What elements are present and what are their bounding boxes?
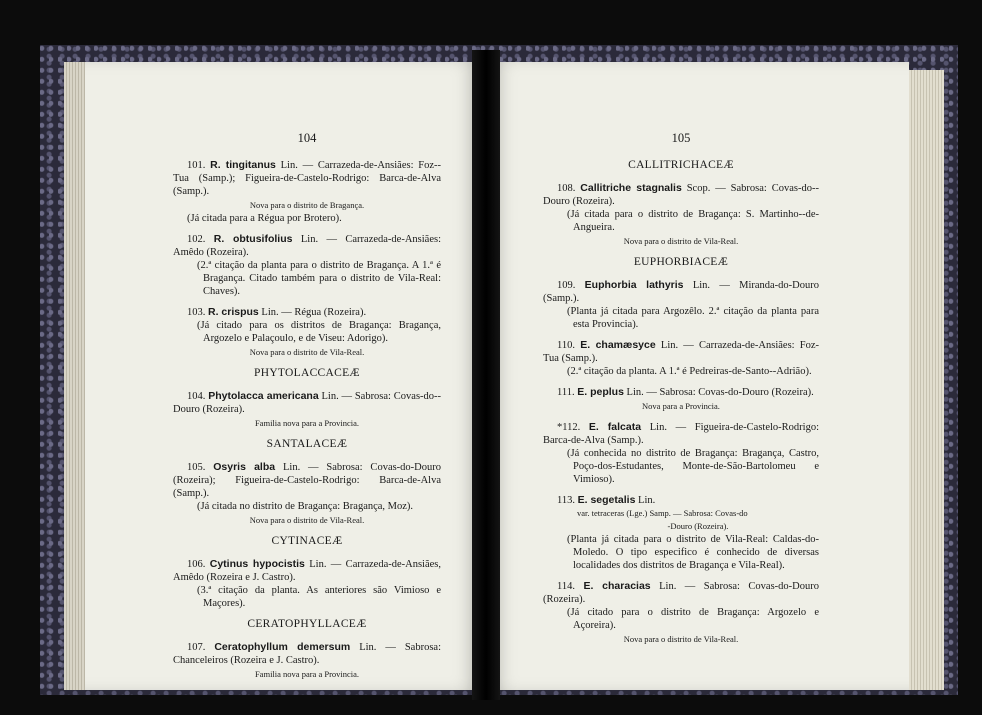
entry-text: Lin. — Miranda-do-Douro (Samp.). xyxy=(543,280,820,304)
species-name: E. segetalis xyxy=(577,494,636,506)
entry-extra: (Já citado para os distritos de Bragança: Bragança, Argozelo e Palaçoulo, e de Viseu: Adorigo). xyxy=(197,320,441,344)
entry-108 xyxy=(543,182,819,248)
species-name: E. falcata xyxy=(588,421,642,433)
page-number: 105 xyxy=(671,131,691,145)
entry-111 xyxy=(543,386,819,413)
entry-number: 114. xyxy=(557,581,575,592)
species-name: Cytinus hypocistis xyxy=(209,558,305,570)
entry-extra: (Já citada no distrito de Bragança: Bragança, Moz). xyxy=(197,501,414,512)
entry-number: 113. xyxy=(557,495,575,506)
entry-note: Familia nova para a Provincia. xyxy=(254,418,360,428)
entry-text: Lin. — Sabrosa: Covas-do-Douro (Rozeira). xyxy=(543,581,820,605)
entry-note: Familia nova para a Provincia. xyxy=(254,669,360,679)
entry-107 xyxy=(173,641,441,681)
entry-text: Scop. — Sabrosa: Covas-do--Douro (Rozeira). xyxy=(543,183,820,207)
variety-line xyxy=(543,507,819,533)
variety-text-cont: -Douro (Rozeira). xyxy=(667,521,729,531)
entry-104 xyxy=(173,390,441,430)
entry-text: Lin. — Carrazeda-de-Ansiães: Foz-Tua (Samp.). xyxy=(543,340,820,364)
entry-112 xyxy=(543,421,819,486)
species-name: Osyris alba xyxy=(213,461,276,473)
left-page-content xyxy=(173,132,441,689)
species-name: Callitriche stagnalis xyxy=(580,182,682,194)
entry-text: Lin. — Sabrosa: Covas-do-Douro (Rozeira); Figueira-de-Castelo-Rodrigo: Barca-de-Alva (Samp.). xyxy=(173,462,442,499)
entry-extra: (Já citada para o distrito de Bragança: S. Martinho--de-Angueira. xyxy=(567,209,819,233)
species-name: Euphorbia lathyris xyxy=(584,279,684,291)
entry-114 xyxy=(543,580,819,646)
entry-text: Lin. — Carrazeda-de-Ansiães: Foz--Tua (Samp.); Figueira-de-Castelo-Rodrigo: Barca-de-Alva (Samp.). xyxy=(173,160,441,197)
entry-number: 110. xyxy=(557,340,575,351)
species-name: Ceratophyllum demersum xyxy=(214,641,351,653)
entry-102 xyxy=(173,233,441,298)
family-heading: CALLITRICHACEÆ xyxy=(628,159,734,171)
entry-number: 111. xyxy=(557,387,575,398)
entry-note: Nova para o distrito de Vila-Real. xyxy=(249,347,365,357)
entry-109 xyxy=(543,279,819,331)
entry-extra: (Já citada para a Régua por Brotero). xyxy=(187,213,342,224)
entry-101 xyxy=(173,159,441,225)
family-heading: CYTINACEÆ xyxy=(271,535,343,547)
entry-number: 106. xyxy=(187,559,206,570)
species-name: R. obtusifolius xyxy=(213,233,293,245)
entry-text: Lin. — Figueira-de-Castelo-Rodrigo: Barca-de-Alva (Samp.). xyxy=(543,422,820,446)
entry-number: 109. xyxy=(557,280,576,291)
species-name: E. characias xyxy=(583,580,651,592)
entry-113 xyxy=(543,494,819,572)
species-name: E. chamæsyce xyxy=(580,339,656,351)
family-heading: PHYTOLACCACEÆ xyxy=(254,367,360,379)
right-page-content xyxy=(543,132,819,654)
entry-note: Nova para a Provincia. xyxy=(642,401,720,411)
right-page xyxy=(489,62,909,690)
entry-text: Lin. — Carrazeda-de-Ansiães, Amêdo (Rozeira e J. Castro). xyxy=(173,559,442,583)
entry-number: 105. xyxy=(187,462,206,473)
species-name: R. tingitanus xyxy=(210,159,276,171)
entry-103 xyxy=(173,306,441,359)
entry-note: Nova para o distrito de Vila-Real. xyxy=(249,515,365,525)
entry-note: Nova para o distrito de Vila-Real. xyxy=(623,634,739,644)
entry-note: Nova para o distrito de Bragança. xyxy=(249,200,365,210)
entry-extra: (3.ª citação da planta. As anteriores são Vimioso e Maçores). xyxy=(197,585,441,609)
entry-text: Lin. xyxy=(638,495,656,506)
entry-105 xyxy=(173,461,441,527)
species-name: Phytolacca americana xyxy=(208,390,319,402)
entry-extra: (Planta já citada para Argozêlo. 2.ª citação da planta para esta Provincia). xyxy=(567,306,819,330)
family-heading: SANTALACEÆ xyxy=(266,438,348,450)
entry-number: *112. xyxy=(557,422,581,433)
entry-note: Nova para o distrito de Vila-Real. xyxy=(623,236,739,246)
book-gutter xyxy=(472,50,500,700)
entry-text: Lin. — Sabrosa: Chanceleiros (Rozeira e J. Castro). xyxy=(173,642,441,666)
entry-extra: (2.ª citação da planta para o distrito de Bragança. A 1.ª é Bragança. Citado também para o distrito de Vila-Real: Chaves). xyxy=(197,260,441,297)
family-heading: CERATOPHYLLACEÆ xyxy=(247,618,367,630)
entry-text: Lin. — Sabrosa: Covas-do-Douro (Rozeira). xyxy=(626,387,814,398)
left-page xyxy=(85,62,481,690)
entry-number: 107. xyxy=(187,642,206,653)
page-number: 104 xyxy=(297,131,317,145)
entry-number: 101. xyxy=(187,160,206,171)
species-name: E. peplus xyxy=(577,386,624,398)
species-name: R. crispus xyxy=(208,306,259,318)
entry-110 xyxy=(543,339,819,378)
entry-text: Lin. — Régua (Rozeira). xyxy=(261,307,367,318)
entry-extra: (2.ª citação da planta. A 1.ª é Pedreiras-de-Santo--Adrião). xyxy=(567,366,812,377)
entry-number: 104. xyxy=(187,391,206,402)
entry-text: Lin. — Carrazeda-de-Ansiães: Amêdo (Rozeira). xyxy=(173,234,441,258)
entry-number: 108. xyxy=(557,183,576,194)
entry-text: Lin. — Sabrosa: Covas-do--Douro (Rozeira). xyxy=(173,391,442,415)
entry-extra: (Já conhecida no distrito de Bragança: Bragança, Castro, Poço-dos-Estudantes, Monte-de-São-Bartolomeu e Vimioso). xyxy=(567,448,819,485)
entry-number: 103. xyxy=(187,307,206,318)
entry-extra: (Planta já citada para o distrito de Vila-Real: Caldas-do-Moledo. O tipo especifico é conhecido de diversas localidades dos distritos de Bragança e Vila-Real). xyxy=(567,534,819,571)
entry-106 xyxy=(173,558,441,610)
variety-text: var. tetraceras (Lge.) Samp. — Sabrosa: Covas-do xyxy=(577,508,748,518)
family-heading: EUPHORBIACEÆ xyxy=(633,256,729,268)
entry-number: 102. xyxy=(187,234,206,245)
entry-extra: (Já citado para o distrito de Bragança: Argozelo e Açoreira). xyxy=(567,607,819,631)
